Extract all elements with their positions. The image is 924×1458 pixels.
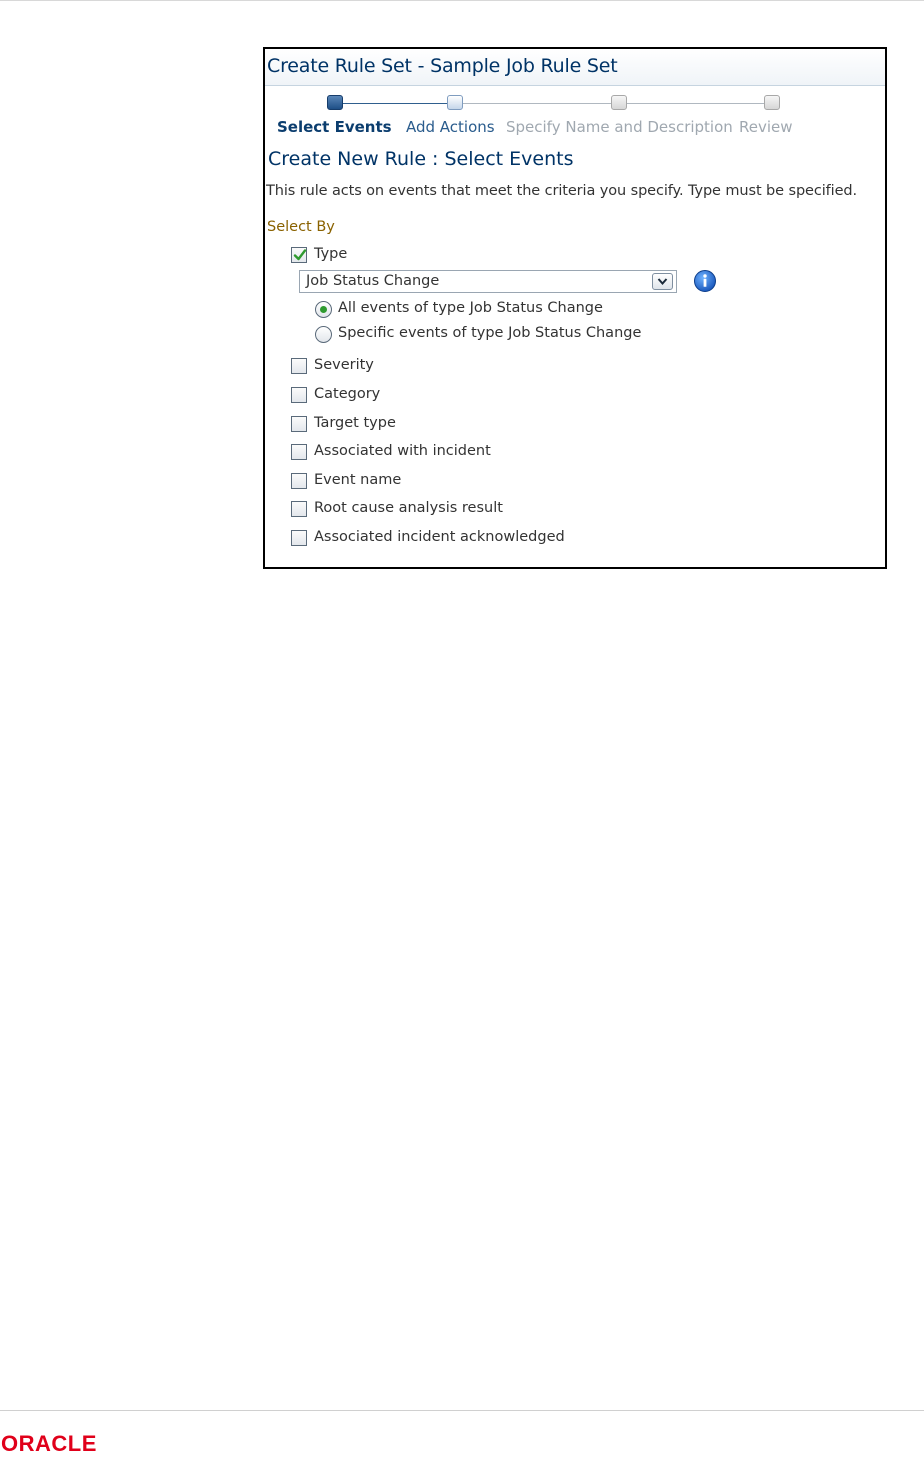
category-checkbox[interactable] [291, 387, 307, 403]
train-stop-add-actions[interactable] [447, 95, 463, 110]
train-label-review: Review [739, 118, 793, 136]
severity-checkbox[interactable] [291, 358, 307, 374]
page-title: Create New Rule : Select Events [268, 148, 574, 170]
train-stop-specify-name [611, 95, 627, 110]
oracle-logo [0, 1432, 130, 1456]
train-label-specify-name: Specify Name and Description [506, 118, 733, 136]
radio-specific-events-label: Specific events of type Job Status Change [338, 325, 642, 341]
incident-acknowledged-checkbox-label: Associated incident acknowledged [314, 529, 565, 545]
severity-checkbox-row[interactable] [291, 356, 491, 378]
root-cause-checkbox[interactable] [291, 501, 307, 517]
associated-with-incident-checkbox[interactable] [291, 444, 307, 460]
root-cause-checkbox-row[interactable] [291, 499, 551, 521]
info-icon[interactable] [693, 269, 717, 293]
severity-checkbox-label: Severity [314, 357, 374, 373]
type-checkbox-row[interactable] [291, 245, 491, 267]
event-name-checkbox-label: Event name [314, 472, 402, 488]
train-label-add-actions[interactable]: Add Actions [406, 118, 495, 136]
type-checkbox[interactable] [291, 247, 307, 263]
dropdown-button[interactable] [652, 273, 673, 290]
radio-selected-dot [320, 306, 327, 313]
associated-with-incident-checkbox-row[interactable] [291, 442, 531, 464]
train-stop-select-events[interactable] [327, 95, 343, 110]
category-checkbox-label: Category [314, 386, 381, 402]
page-footer-rule [0, 1410, 924, 1411]
incident-acknowledged-checkbox[interactable] [291, 530, 307, 546]
radio-specific-events-row[interactable] [315, 324, 655, 346]
radio-all-events[interactable] [315, 301, 332, 318]
event-name-checkbox[interactable] [291, 473, 307, 489]
event-type-select-value: Job Status Change [306, 273, 440, 289]
select-by-label: Select By [267, 219, 335, 235]
train-connector-3 [627, 103, 764, 104]
check-mark-icon [293, 248, 307, 262]
event-name-checkbox-row[interactable] [291, 471, 491, 493]
associated-with-incident-checkbox-label: Associated with incident [314, 443, 491, 459]
root-cause-checkbox-label: Root cause analysis result [314, 500, 503, 516]
wizard-train [265, 89, 885, 139]
target-type-checkbox-label: Target type [314, 415, 396, 431]
incident-acknowledged-checkbox-row[interactable] [291, 528, 591, 550]
radio-all-events-row[interactable] [315, 299, 635, 321]
train-connector-1 [343, 103, 447, 104]
type-checkbox-label: Type [314, 246, 348, 262]
rule-set-wizard-panel [263, 47, 887, 569]
event-type-select[interactable] [299, 270, 677, 293]
target-type-checkbox[interactable] [291, 416, 307, 432]
window-header [265, 49, 885, 86]
target-type-checkbox-row[interactable] [291, 414, 491, 436]
train-label-select-events[interactable]: Select Events [277, 118, 392, 136]
train-stop-review [764, 95, 780, 110]
category-checkbox-row[interactable] [291, 385, 491, 407]
window-title: Create Rule Set - Sample Job Rule Set [267, 55, 618, 77]
svg-text:ORACLE: ORACLE [1, 1432, 97, 1456]
instruction-text: This rule acts on events that meet the criteria you specify. Type must be specified. [266, 183, 858, 199]
chevron-down-icon [657, 277, 668, 286]
radio-specific-events[interactable] [315, 326, 332, 343]
radio-all-events-label: All events of type Job Status Change [338, 300, 603, 316]
train-connector-2 [463, 103, 611, 104]
page-top-rule [0, 0, 924, 1]
